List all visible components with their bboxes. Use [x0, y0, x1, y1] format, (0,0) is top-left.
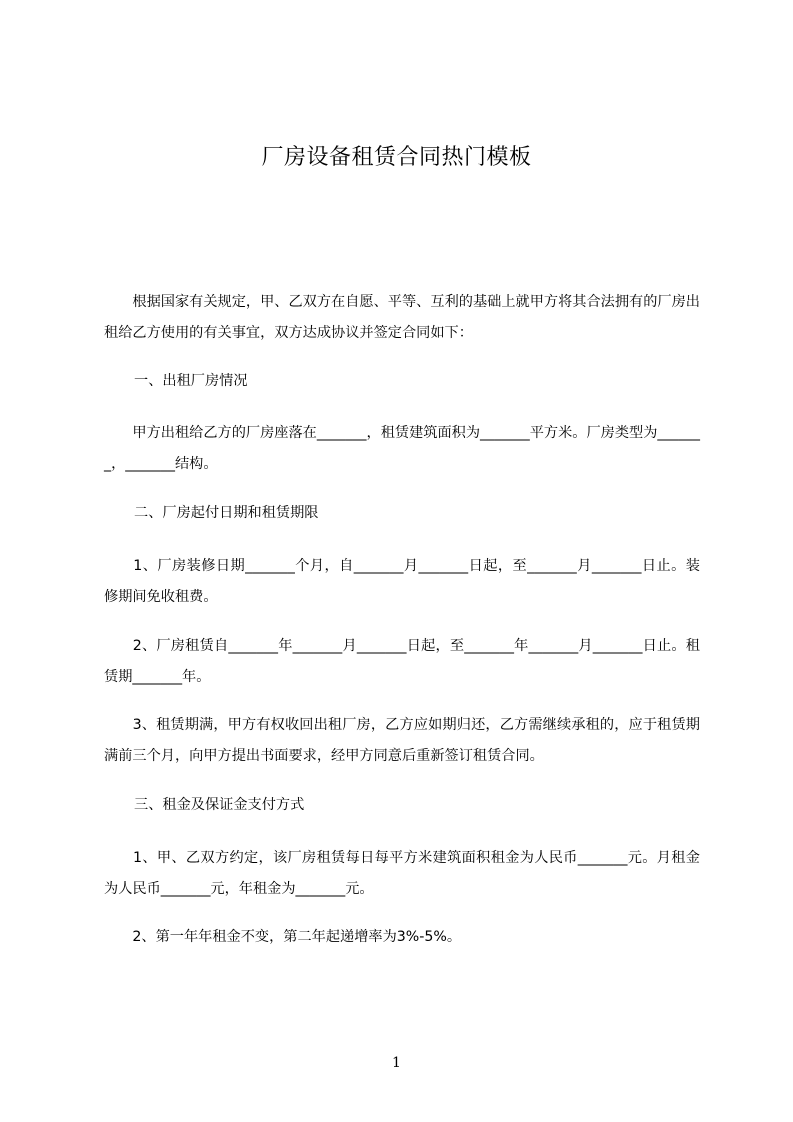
section-3-heading: 三、租金及保证金支付方式	[134, 797, 305, 813]
page-number: 1	[392, 1055, 401, 1071]
section-2-heading: 二、厂房起付日期和租赁期限	[134, 505, 319, 521]
section-2-paragraph-3: 3、租赁期满，甲方有权收回出租厂房，乙方应如期归还，乙方需继续承租的，应于租赁期满前三个月，向甲方提出书面要求，经甲方同意后重新签订租赁合同。	[104, 717, 700, 764]
intro-paragraph: 根据国家有关规定，甲、乙双方在自愿、平等、互利的基础上就甲方将其合法拥有的厂房出租给乙方使用的有关事宜，双方达成协议并签定合同如下：	[104, 294, 700, 341]
section-3-paragraph-1: 1、甲、乙双方约定，该厂房租赁每日每平方米建筑面积租金为人民币_______元。月租金为人民币_______元，年租金为_______元。	[104, 850, 700, 897]
section-1-paragraph-1: 甲方出租给乙方的厂房座落在_______，租赁建筑面积为_______平方米。厂房类型为_______，_______结构。	[104, 425, 700, 472]
section-2-paragraph-2: 2、厂房租赁自_______年_______月_______日起，至_______年_______月_______日止。租赁期_______年。	[104, 638, 700, 685]
section-1-heading: 一、出租厂房情况	[134, 373, 248, 389]
document-title: 厂房设备租赁合同热门模板	[261, 145, 532, 170]
section-2-paragraph-1: 1、厂房装修日期_______个月，自_______月_______日起，至_______月_______日止。装修期间免收租费。	[104, 558, 700, 605]
section-3-paragraph-2: 2、第一年年租金不变，第二年起递增率为3%-5%。	[104, 929, 462, 945]
